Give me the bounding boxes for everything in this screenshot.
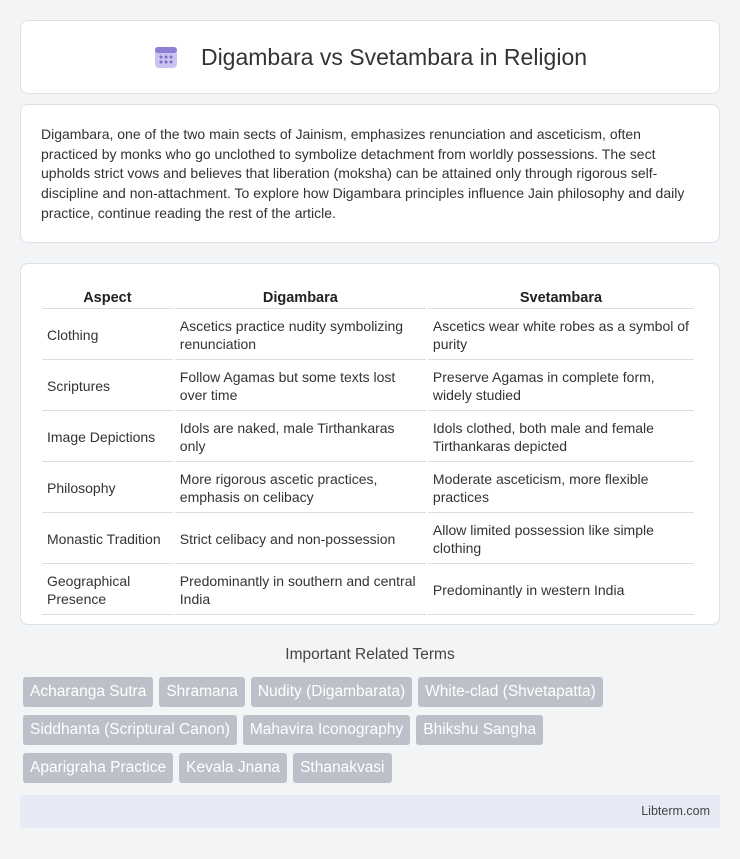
cell-svetambara: Predominantly in western India [428, 566, 694, 615]
comparison-card [20, 263, 720, 625]
related-terms-list [23, 677, 683, 783]
related-term-tag[interactable]: Nudity (Digambarata) [251, 677, 412, 707]
cell-svetambara: Preserve Agamas in complete form, widely studied [428, 362, 694, 411]
footer [20, 795, 720, 828]
related-terms-title: Important Related Terms [285, 646, 455, 663]
cell-digambara: Idols are naked, male Tirthankaras only [175, 413, 426, 462]
cell-svetambara: Moderate asceticism, more flexible practices [428, 464, 694, 513]
cell-aspect: Image Depictions [42, 413, 173, 462]
footer-site-link[interactable]: Libterm.com [641, 804, 710, 818]
cell-aspect: Clothing [42, 311, 173, 360]
related-term-tag[interactable]: Acharanga Sutra [23, 677, 153, 707]
table-row [42, 515, 694, 564]
header-aspect: Aspect [42, 287, 173, 309]
cell-svetambara: Idols clothed, both male and female Tirthankaras depicted [428, 413, 694, 462]
table-row [42, 362, 694, 411]
related-term-tag[interactable]: Aparigraha Practice [23, 753, 173, 783]
cell-svetambara: Allow limited possession like simple clothing [428, 515, 694, 564]
table-row [42, 566, 694, 615]
header-svetambara: Svetambara [428, 287, 694, 309]
related-term-tag[interactable]: White-clad (Shvetapatta) [418, 677, 603, 707]
cell-digambara: Follow Agamas but some texts lost over time [175, 362, 426, 411]
calendar-grid-icon [153, 44, 179, 70]
related-term-tag[interactable]: Mahavira Iconography [243, 715, 410, 745]
related-term-tag[interactable]: Shramana [159, 677, 245, 707]
cell-digambara: Predominantly in southern and central India [175, 566, 426, 615]
intro-text: Digambara, one of the two main sects of Jainism, emphasizes renunciation and asceticism, often practiced by monks who go unclothed to symbolize detachment from worldly possessions. The sect upholds strict vows and believes that liberation (moksha) can be attained only through rigorous self-discipline and non-attachment. To explore how Digambara principles influence Jain philosophy and daily practice, continue reading the rest of the article. [41, 126, 685, 221]
cell-aspect: Philosophy [42, 464, 173, 513]
cell-digambara: Ascetics practice nudity symbolizing renunciation [175, 311, 426, 360]
page-title: Digambara vs Svetambara in Religion [200, 43, 588, 70]
cell-svetambara: Ascetics wear white robes as a symbol of purity [428, 311, 694, 360]
cell-aspect: Geographical Presence [42, 566, 173, 615]
related-term-tag[interactable]: Bhikshu Sangha [416, 715, 543, 745]
title-card [20, 20, 720, 94]
intro-card [20, 104, 720, 243]
cell-aspect: Monastic Tradition [42, 515, 173, 564]
related-term-tag[interactable]: Siddhanta (Scriptural Canon) [23, 715, 237, 745]
table-row [42, 464, 694, 513]
cell-digambara: More rigorous ascetic practices, emphasis on celibacy [175, 464, 426, 513]
related-term-tag[interactable]: Kevala Jnana [179, 753, 287, 783]
cell-digambara: Strict celibacy and non-possession [175, 515, 426, 564]
table-row [42, 311, 694, 360]
cell-aspect: Scriptures [42, 362, 173, 411]
related-term-tag[interactable]: Sthanakvasi [293, 753, 391, 783]
comparison-table [40, 285, 696, 617]
table-row [42, 413, 694, 462]
header-digambara: Digambara [175, 287, 426, 309]
table-header-row [42, 287, 694, 309]
